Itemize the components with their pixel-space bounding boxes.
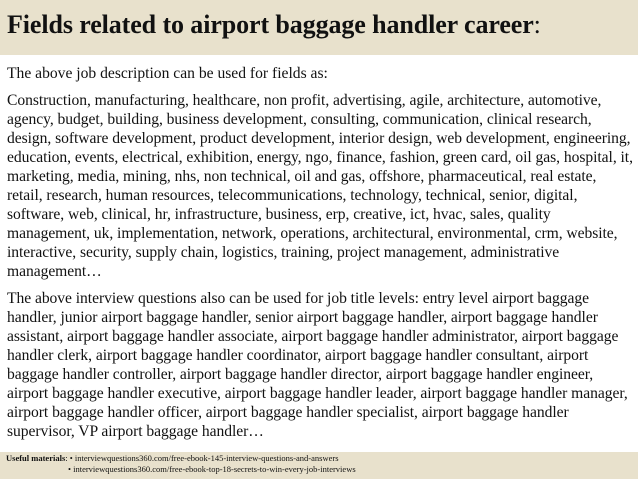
footer-line-1	[6, 453, 356, 464]
intro-text: The above job description can be used for fields as:	[7, 65, 328, 82]
page-title-colon: :	[533, 10, 541, 39]
ebook-145-questions-link[interactable]: interviewquestions360.com/free-ebook-145-interview-questions-and-answers	[74, 453, 339, 463]
slide-content	[7, 64, 634, 449]
page-title	[7, 8, 541, 42]
fields-paragraph: Construction, manufacturing, healthcare, non profit, advertising, agile, architecture, automotive, agency, budget, building, business development, consulting, communication, clinical research, design, software development, product development, interior design, web development, engineering, education, events, electrical, exhibition, energy, ngo, finance, fashion, green card, oil gas, hospital, it, marketing, media, mining, nhs, non technical, oil and gas, offshore, pharmaceutical, real estate, retail, research, human resources, telecommunications, technology, technical, senior, digital, software, web, clinical, hr, infrastructure, business, erp, creative, ict, hvac, sales, quality management, uk, implementation, network, operations, architectural, environmental, crm, website, interactive, security, supply chain, logistics, training, project management, administrative management…	[7, 92, 633, 280]
footer-bar	[0, 452, 638, 479]
job-levels-paragraph: The above interview questions also can be used for job title levels: entry level airport baggage handler, junior airport baggage handler, senior airport baggage handler, airport baggage handler assistant, airport baggage handler associate, airport baggage handler administrator, airport baggage handler clerk, airport baggage handler coordinator, airport baggage handler consultant, airport baggage handler controller, airport baggage handler director, airport baggage handler engineer, airport baggage handler executive, airport baggage handler leader, airport baggage handler manager, airport baggage handler officer, airport baggage handler specialist, airport baggage handler supervisor, VP airport baggage handler…	[7, 290, 628, 440]
footer-bullet: •	[68, 464, 74, 474]
useful-materials	[6, 453, 356, 475]
title-bar	[0, 0, 638, 55]
ebook-18-secrets-link[interactable]: interviewquestions360.com/free-ebook-top-18-secrets-to-win-every-job-interviews	[73, 464, 356, 474]
footer-line-2	[6, 464, 356, 475]
footer-separator: : •	[65, 453, 75, 463]
useful-materials-label: Useful materials	[6, 453, 66, 463]
page-title-text: Fields related to airport baggage handler career	[7, 10, 534, 39]
